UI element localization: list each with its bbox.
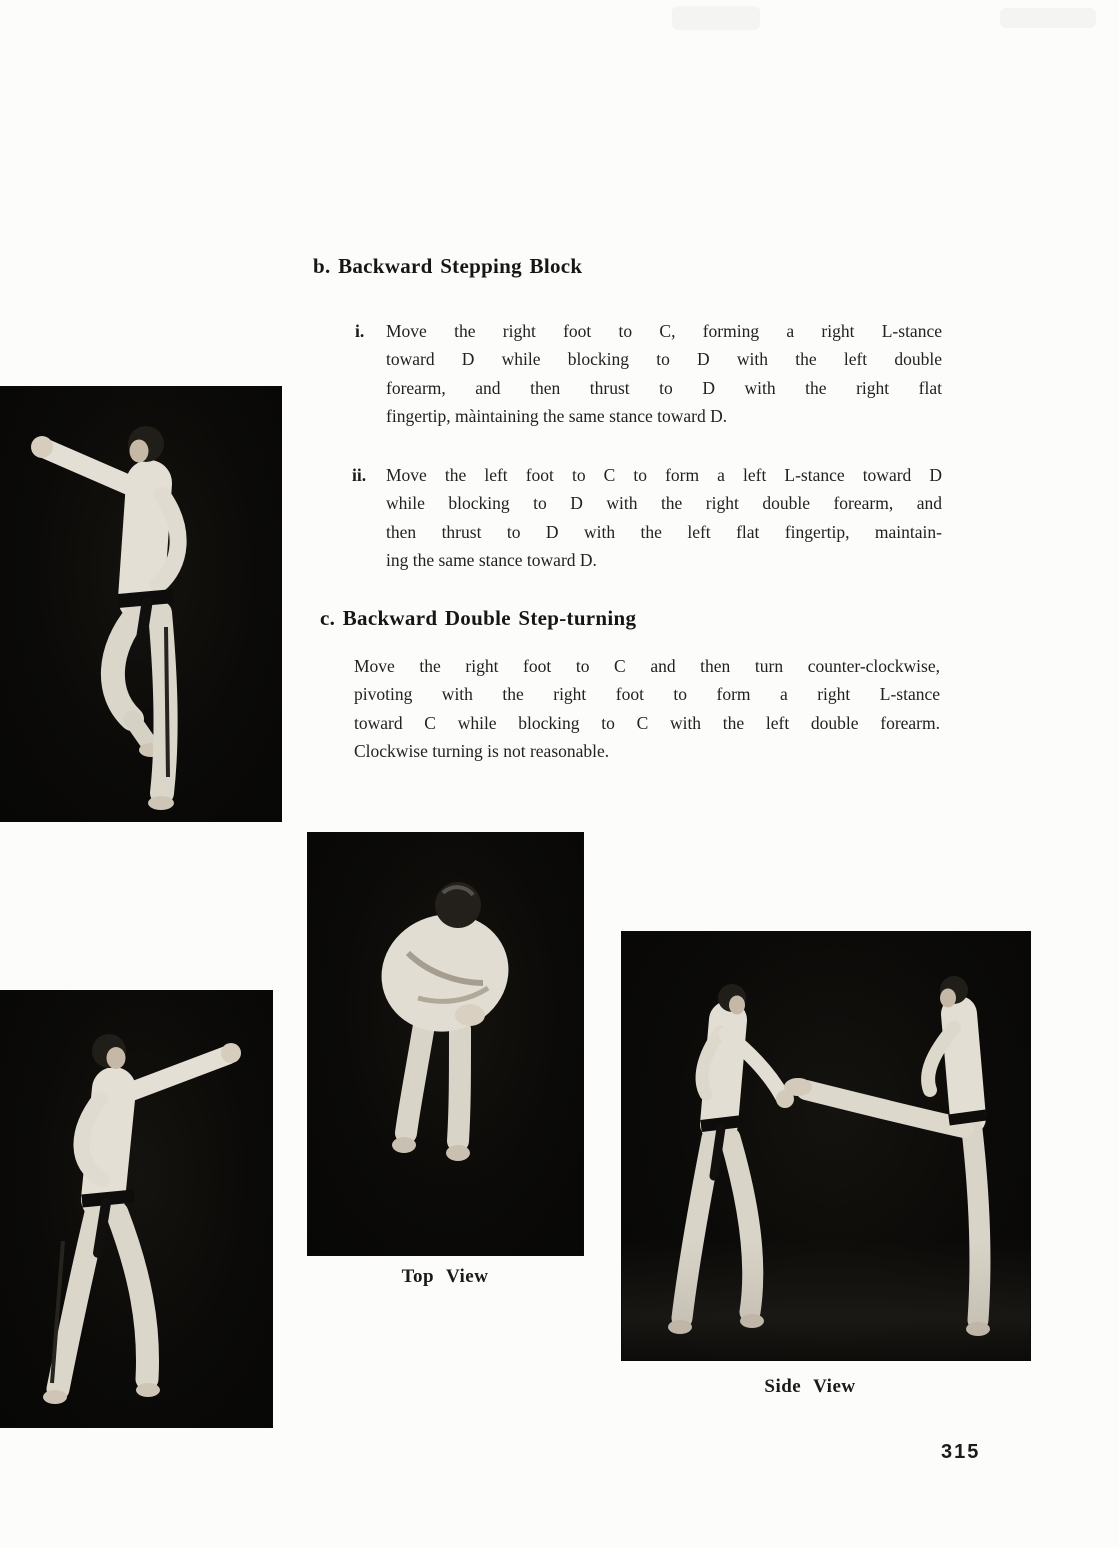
page-number: 315 [941,1441,981,1463]
section-c-text: Move the right foot to C and then turn counter-clockwise, pivoting with the right foot to form a right L-stance toward C while blocking to C with the left double forearm. Clockwise turning is not reasonable. [354,656,940,762]
side-view-photo [622,932,1030,1360]
upper-left-photo [0,387,281,821]
item-i-marker: i. [355,321,365,341]
martial-artist-figure [0,991,272,1427]
martial-artist-top-view-figure [308,833,583,1255]
martial-artist-figure [0,387,281,821]
section-b-heading: b. Backward Stepping Block [313,254,583,278]
top-view-caption: Top View [401,1266,489,1287]
item-ii-marker: ii. [352,465,367,485]
top-view-photo [308,833,583,1255]
item-ii-text: Move the left foot to C to form a left L-stance toward D while blocking to D with the right double forearm, and then thrust to D with the left flat fingertip, maintain- ing the same stance toward D. [386,465,942,571]
side-view-caption: Side View [764,1376,856,1397]
section-c-heading: c. Backward Double Step-turning [320,606,637,630]
lower-left-photo [0,991,272,1427]
martial-artists-side-view-figures [622,932,1030,1360]
scan-smudge [672,6,760,30]
scan-smudge [1000,8,1096,28]
item-i-text: Move the right foot to C, forming a right L-stance toward D while blocking to D with the left double forearm, and then thrust to D with the right flat fingertip, màintaining the same stance toward D. [386,321,942,427]
